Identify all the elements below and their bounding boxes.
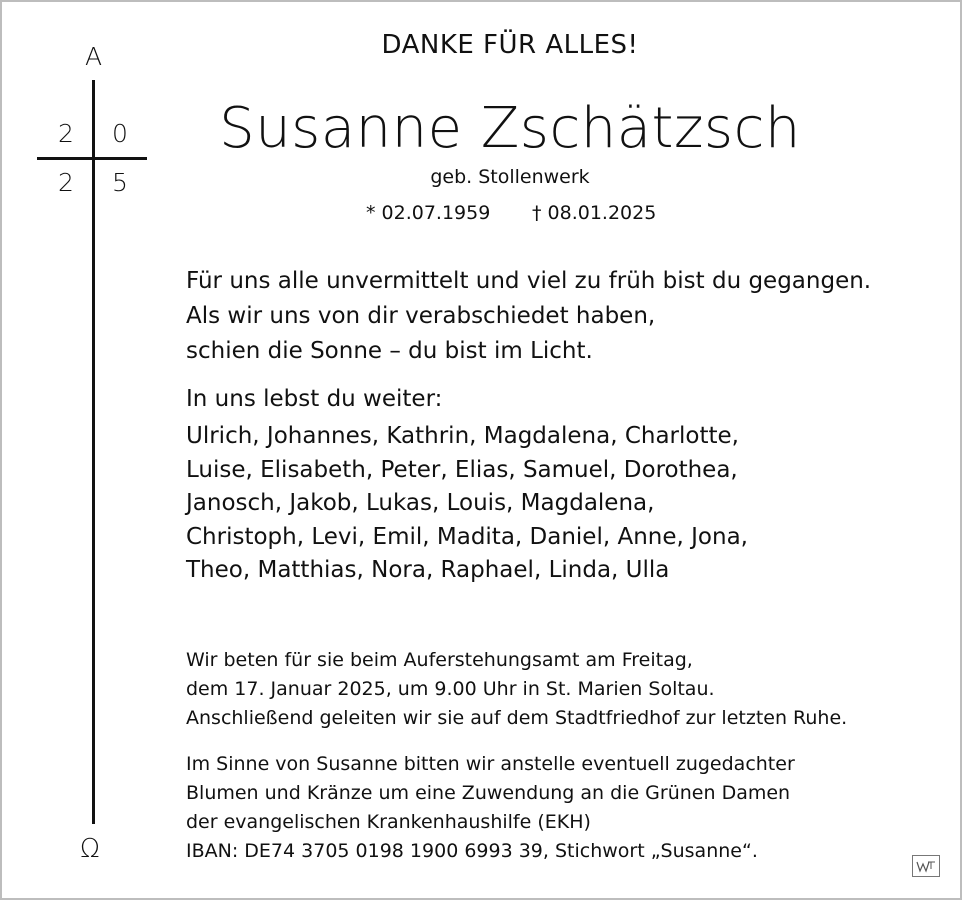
omega-symbol: Ω bbox=[80, 834, 100, 864]
donation-line: Blumen und Kränze um eine Zuwendung an die Grünen Damen bbox=[186, 782, 791, 804]
survivors-list bbox=[186, 420, 748, 588]
service-line: Wir beten für sie beim Auferstehungsamt am Freitag, bbox=[186, 649, 693, 671]
year-digit: 2 bbox=[58, 119, 74, 148]
service-line: Anschließend geleiten wir sie auf dem Stadtfriedhof zur letzten Ruhe. bbox=[186, 707, 848, 729]
year-digit: 2 bbox=[58, 168, 74, 197]
service-info bbox=[186, 646, 847, 733]
survivors-line: Theo, Matthias, Nora, Raphael, Linda, Ulla bbox=[186, 557, 670, 583]
deceased-name: Susanne Zschätzsch bbox=[219, 96, 801, 161]
donation-line: IBAN: DE74 3705 0198 1900 6993 39, Stichwort „Susanne“. bbox=[186, 840, 758, 862]
death-date: † 08.01.2025 bbox=[532, 202, 657, 224]
survivors-line: Luise, Elisabeth, Peter, Elias, Samuel, Dorothea, bbox=[186, 456, 738, 483]
alpha-symbol: A bbox=[85, 42, 103, 71]
year-digit: 5 bbox=[112, 168, 128, 197]
survivors-line: Christoph, Levi, Emil, Madita, Daniel, Anne, Jona, bbox=[186, 523, 748, 550]
poem-line: Für uns alle unvermittelt und viel zu früh bist du gegangen. bbox=[186, 268, 872, 294]
service-line: dem 17. Januar 2025, um 9.00 Uhr in St. Marien Soltau. bbox=[186, 678, 715, 700]
cross-vertical-bar bbox=[92, 80, 95, 824]
survivors-line: Ulrich, Johannes, Kathrin, Magdalena, Charlotte, bbox=[186, 423, 739, 449]
poem bbox=[186, 264, 871, 369]
poem-line: Als wir uns von dir verabschiedet haben, bbox=[186, 303, 656, 329]
donation-line: Im Sinne von Susanne bitten wir anstelle eventuell zugedachter bbox=[186, 753, 795, 775]
donation-line: der evangelischen Krankenhaushilfe (EKH) bbox=[186, 811, 591, 833]
maiden-name: geb. Stollenwerk bbox=[430, 166, 590, 188]
survivors-intro: In uns lebst du weiter: bbox=[186, 386, 443, 412]
cross-horizontal-bar bbox=[37, 157, 147, 160]
year-digit: 0 bbox=[112, 119, 128, 148]
survivors-line: Janosch, Jakob, Lukas, Louis, Magdalena, bbox=[186, 490, 655, 516]
birth-date: * 02.07.1959 bbox=[366, 202, 491, 224]
donation-info bbox=[186, 750, 795, 866]
poem-line: schien die Sonne – du bist im Licht. bbox=[186, 338, 593, 364]
thanks-heading: DANKE FÜR ALLES! bbox=[381, 30, 639, 60]
signature-logo-icon bbox=[912, 855, 940, 877]
